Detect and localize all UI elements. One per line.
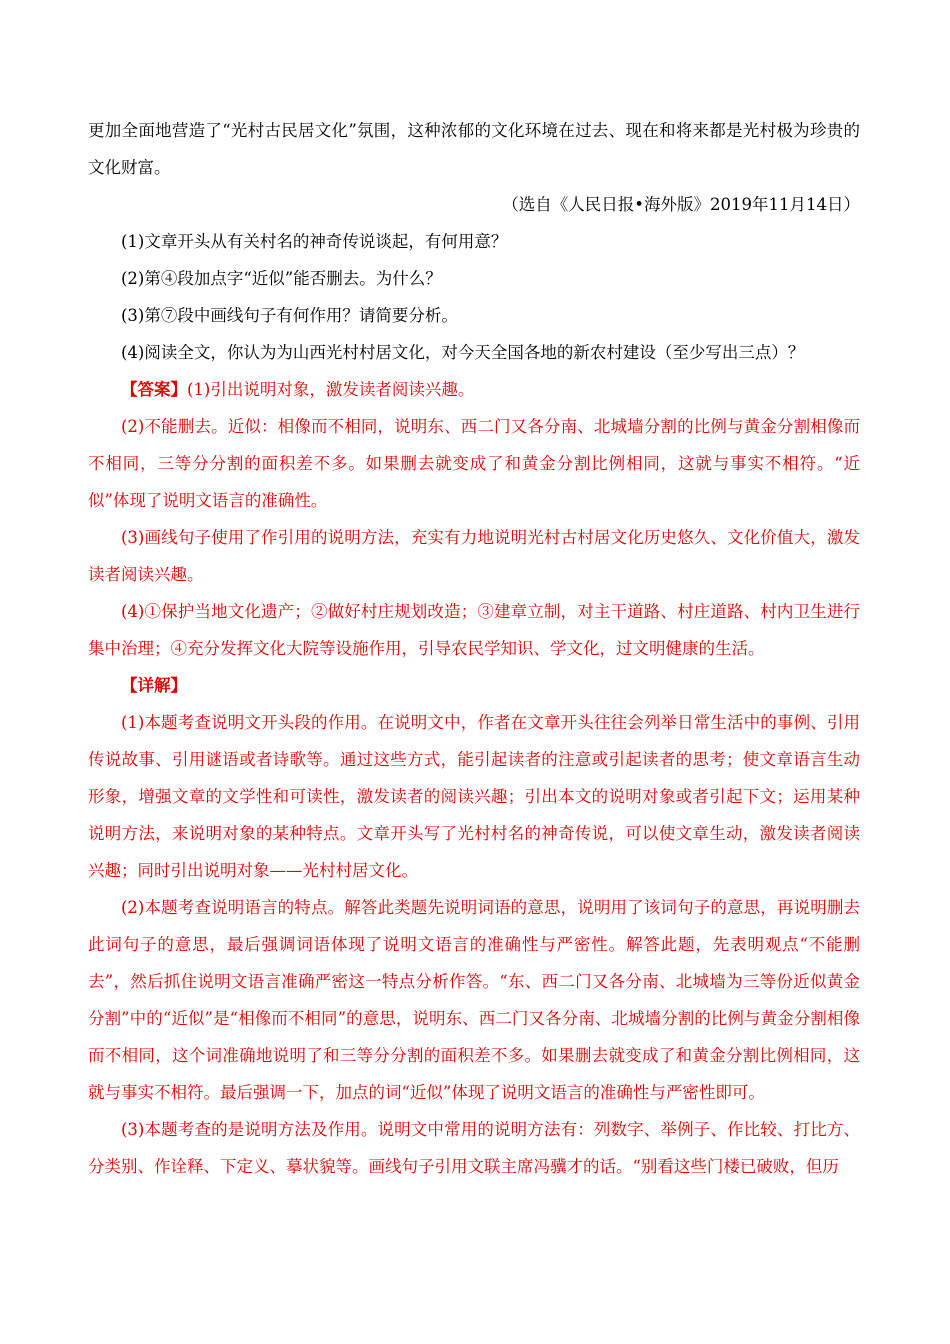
document-page bbox=[88, 112, 860, 1185]
answer-label: 【答案】 bbox=[121, 380, 187, 399]
question-3: (3)第⑦段中画线句子有何作用？请简要分析。 bbox=[121, 306, 458, 325]
detail-label: 【详解】 bbox=[121, 676, 187, 695]
detail-1: (1)本题考查说明文开头段的作用。在说明文中，作者在文章开头往往会列举日常生活中的事例、引用传说故事、引用谜语或者诗歌等。通过这些方式，能引起读者的注意或引起读者的思考；使文章语言生动形象，增强文章的文学性和可读性，激发读者的阅读兴趣；引出本文的说明对象或者引起下文；运用某种说明方法，来说明对象的某种特点。文章开头写了光村村名的神奇传说，可以使文章生动，激发读者阅读兴趣；同时引出说明对象——光村村居文化。 bbox=[88, 713, 860, 880]
answer-2: (2)不能删去。近似：相像而不相同，说明东、西二门又各分南、北城墙分割的比例与黄金分割相像而不相同，三等分分割的面积差不多。如果删去就变成了和黄金分割比例相同，这就与事实不相符。“近似”体现了说明文语言的准确性。 bbox=[88, 417, 860, 510]
detail-heading bbox=[88, 667, 860, 704]
answer-1-text: (1)引出说明对象，激发读者阅读兴趣。 bbox=[187, 380, 475, 399]
question-4: (4)阅读全文，你认为为山西光村村居文化，对今天全国各地的新农村建设（至少写出三点）？ bbox=[121, 343, 805, 362]
question-2: (2)第④段加点字“近似”能否删去。为什么？ bbox=[121, 269, 442, 288]
intro-paragraph: 更加全面地营造了“光村古民居文化”氛围，这种浓郁的文化环境在过去、现在和将来都是光村极为珍贵的文化财富。 bbox=[88, 121, 860, 177]
question-1: (1)文章开头从有关村名的神奇传说谈起，有何用意？ bbox=[121, 232, 508, 251]
detail-3: (3)本题考查的是说明方法及作用。说明文中常用的说明方法有：列数字、举例子、作比较、打比方、分类别、作诠释、下定义、摹状貌等。画线句子引用文联主席冯骥才的话。“别看这些门楼已破败，但历 bbox=[88, 1120, 860, 1176]
answer-3: (3)画线句子使用了作引用的说明方法，充实有力地说明光村古村居文化历史悠久、文化价值大，激发读者阅读兴趣。 bbox=[88, 528, 860, 584]
answer-1 bbox=[88, 371, 860, 408]
detail-2: (2)本题考查说明语言的特点。解答此类题先说明词语的意思，说明用了该词句子的意思，再说明删去此词句子的意思，最后强调词语体现了说明文语言的准确性与严密性。解答此题，先表明观点“不能删去”，然后抓住说明文语言准确严密这一特点分析作答。“东、西二门又各分南、北城墙为三等份近似黄金分割”中的“近似”是“相像而不相同”的意思，说明东、西二门又各分南、北城墙分割的比例与黄金分割相像而不相同，这个词准确地说明了和三等分分割的面积差不多。如果删去就变成了和黄金分割比例相同，这就与事实不相符。最后强调一下，加点的词“近似”体现了说明文语言的准确性与严密性即可。 bbox=[88, 898, 860, 1102]
source-citation: （选自《人民日报•海外版》2019年11月14日） bbox=[502, 195, 860, 214]
answer-4: (4)①保护当地文化遗产；②做好村庄规划改造；③建章立制，对主干道路、村庄道路、村内卫生进行集中治理；④充分发挥文化大院等设施作用，引导农民学知识、学文化，过文明健康的生活。 bbox=[88, 602, 860, 658]
